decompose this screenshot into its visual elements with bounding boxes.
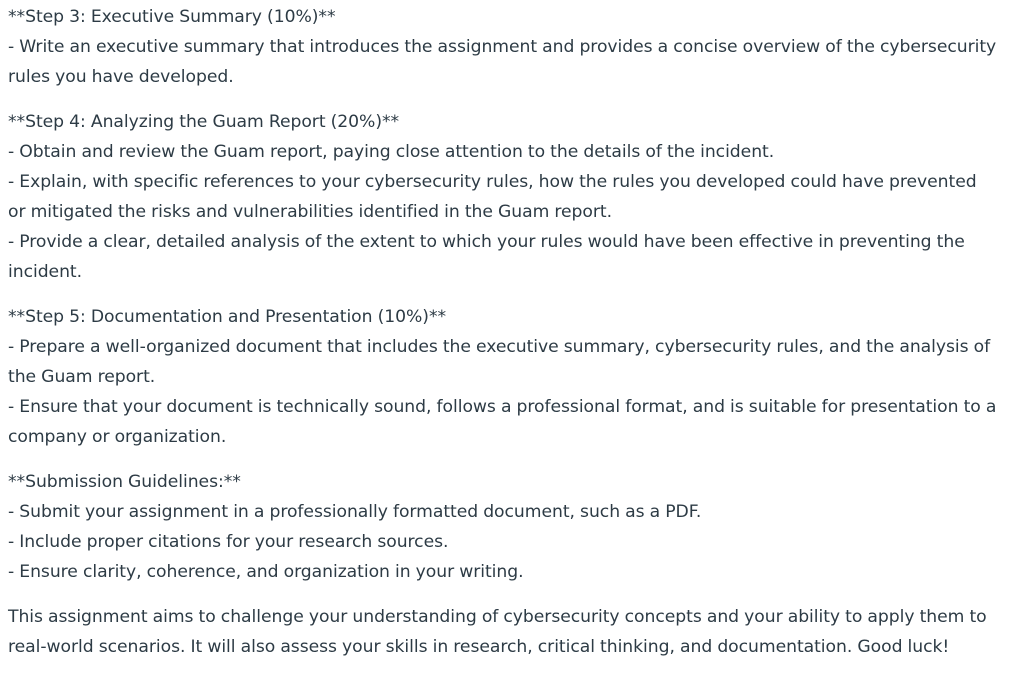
paragraph-gap <box>8 587 1007 602</box>
text-line: - Ensure clarity, coherence, and organization in your writing. <box>8 562 524 582</box>
step-5-section <box>8 302 1007 452</box>
paragraph-gap <box>8 452 1007 467</box>
text-line: - Provide a clear, detailed analysis of the extent to which your rules would have been effective in preventing the <box>8 232 965 252</box>
text-line: real-world scenarios. It will also assess your skills in research, critical thinking, and documentation. Good luck! <box>8 637 950 657</box>
text-line: - Include proper citations for your research sources. <box>8 532 449 552</box>
paragraph-gap <box>8 92 1007 107</box>
section-heading: **Step 5: Documentation and Presentation (10%)** <box>8 307 447 327</box>
text-line: - Explain, with specific references to your cybersecurity rules, how the rules you developed could have prevented <box>8 172 977 192</box>
text-line: - Obtain and review the Guam report, paying close attention to the details of the incident. <box>8 142 775 162</box>
text-line: incident. <box>8 262 83 282</box>
submission-guidelines-section <box>8 467 1007 587</box>
text-line: - Ensure that your document is technically sound, follows a professional format, and is suitable for presentation to a <box>8 397 997 417</box>
closing-paragraph <box>8 602 1007 662</box>
paragraph-gap <box>8 287 1007 302</box>
text-line: - Write an executive summary that introduces the assignment and provides a concise overview of the cybersecurity <box>8 37 997 57</box>
section-heading: **Submission Guidelines:** <box>8 472 241 492</box>
text-line: rules you have developed. <box>8 67 234 87</box>
section-heading: **Step 4: Analyzing the Guam Report (20%)** <box>8 112 400 132</box>
text-line: This assignment aims to challenge your understanding of cybersecurity concepts and your ability to apply them to <box>8 607 987 627</box>
section-heading: **Step 3: Executive Summary (10%)** <box>8 7 336 27</box>
text-line: - Prepare a well-organized document that includes the executive summary, cybersecurity rules, and the analysis of <box>8 337 991 357</box>
text-line: or mitigated the risks and vulnerabilities identified in the Guam report. <box>8 202 612 222</box>
step-4-section <box>8 107 1007 287</box>
text-line: company or organization. <box>8 427 227 447</box>
step-3-section <box>8 0 1007 92</box>
text-line: - Submit your assignment in a professionally formatted document, such as a PDF. <box>8 502 702 522</box>
text-line: the Guam report. <box>8 367 156 387</box>
